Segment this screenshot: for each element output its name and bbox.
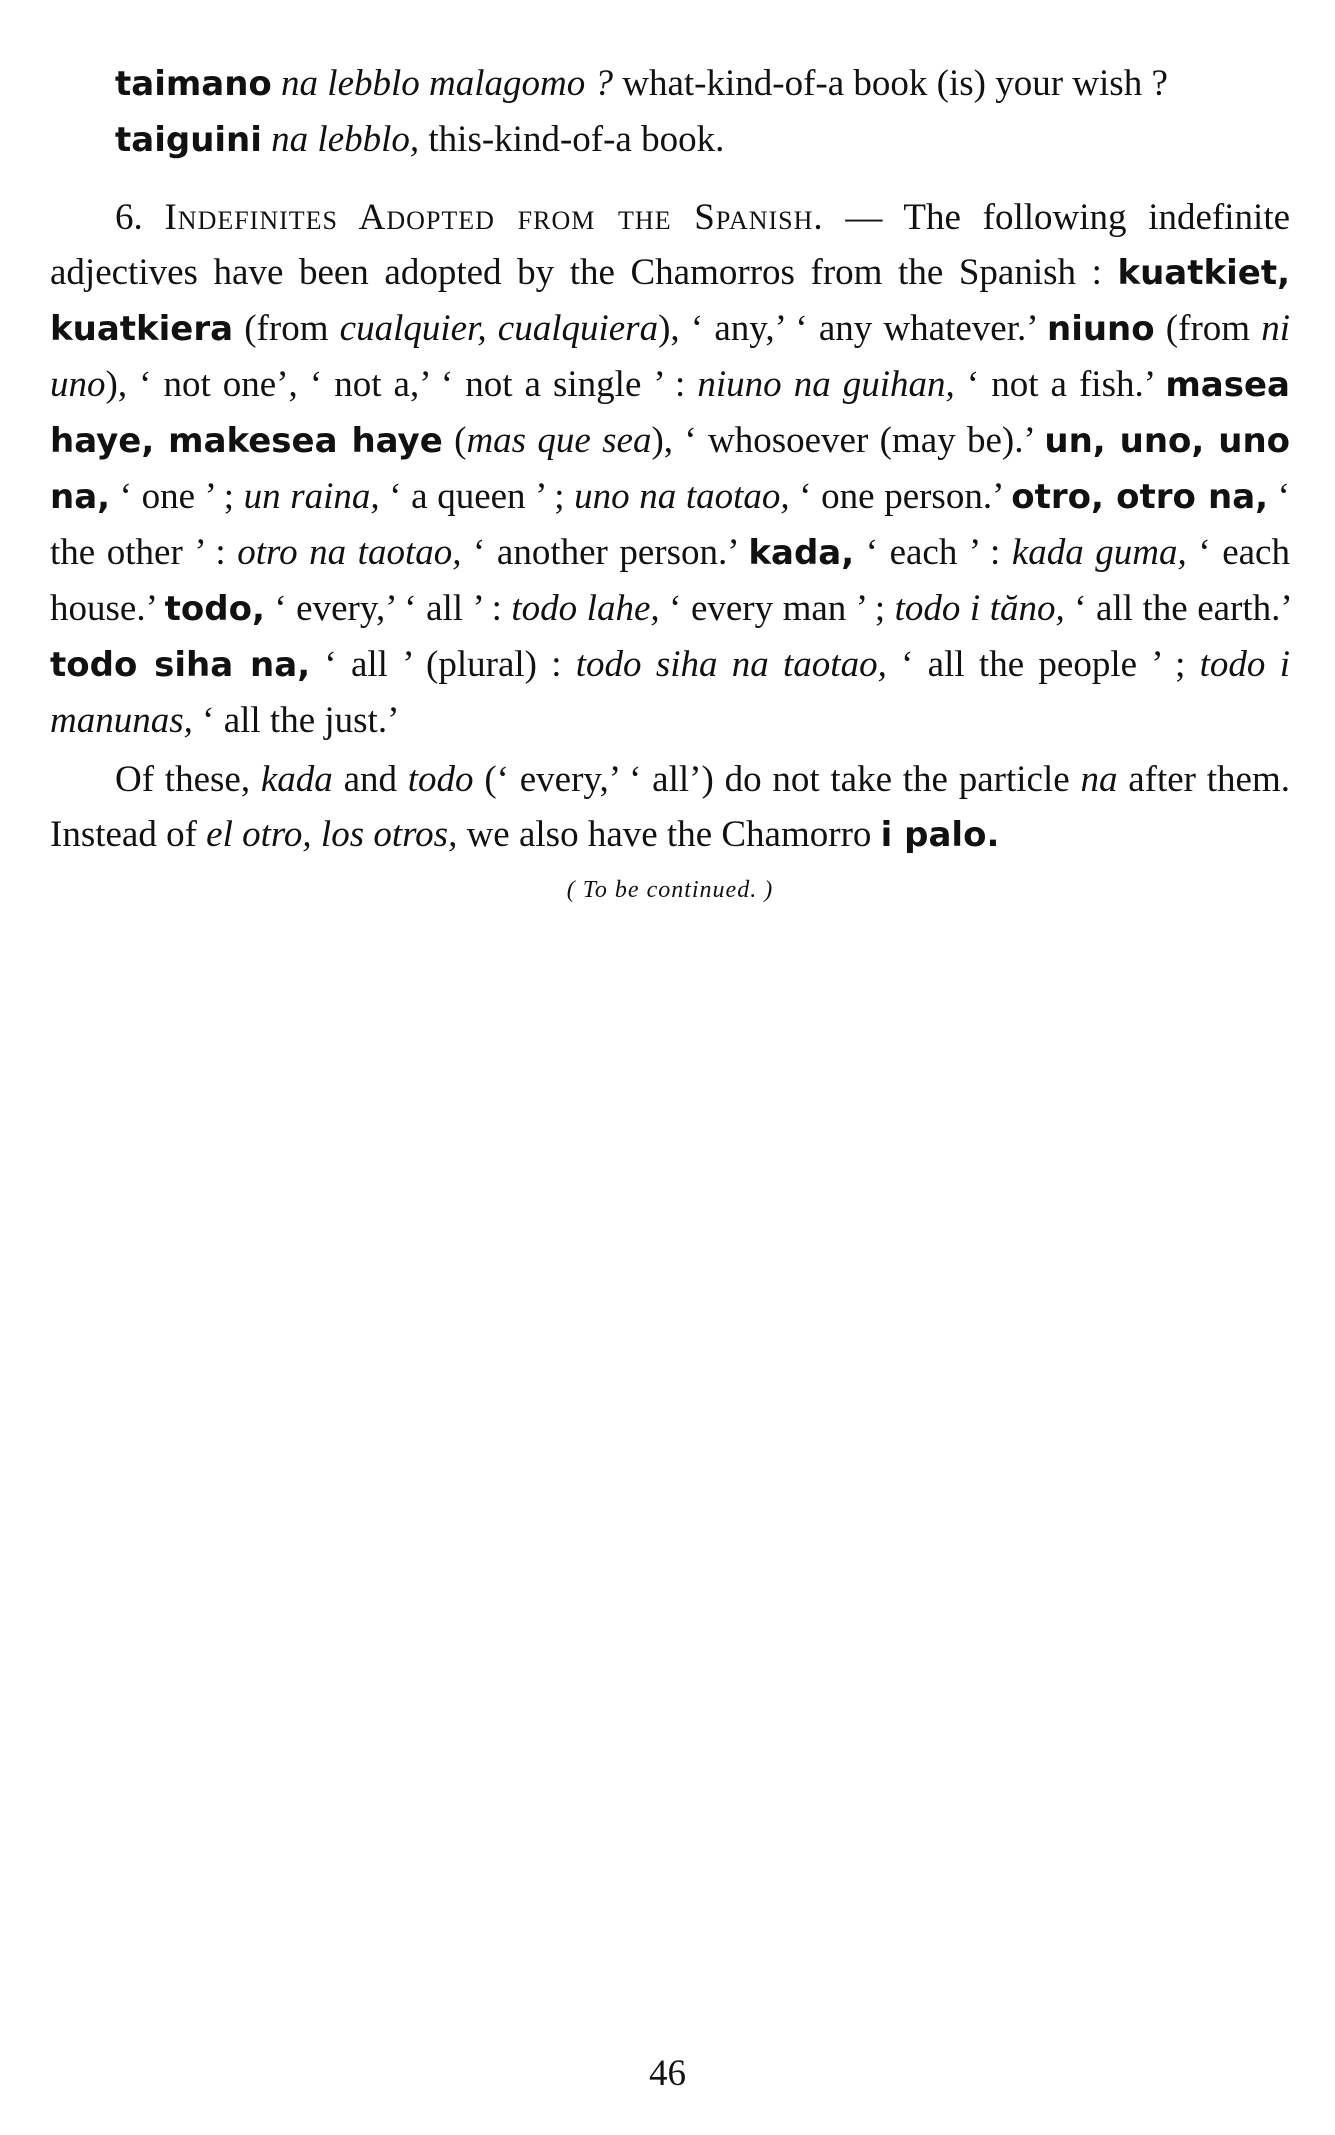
text-run: ‘ all ’ (plural) :: [310, 644, 576, 685]
term-otro: otro, otro na,: [1011, 477, 1269, 517]
text-run: ), ‘ any,’ ‘ any whatever.’: [658, 308, 1047, 349]
english-gloss: this-kind-of-a book.: [428, 119, 725, 160]
closing-paragraph: [50, 752, 1290, 863]
english-gloss: what-kind-of-a book (is) your wish ?: [622, 63, 1168, 104]
text-run: and: [332, 759, 408, 800]
text-run: Of these,: [115, 759, 261, 800]
text-run: ‘ the other ’ :: [50, 476, 1290, 573]
term-todo: todo,: [164, 589, 265, 629]
section-number: 6.: [115, 197, 143, 238]
page-body: [50, 56, 1290, 942]
example-niuno-na-guihan: niuno na guihan,: [697, 364, 955, 405]
text-run: (: [442, 420, 467, 461]
example-kada-guma: kada guma,: [1011, 532, 1187, 573]
text-run: we also have the Chamorro: [457, 814, 881, 855]
term-todo-siha-na: todo siha na,: [50, 645, 311, 685]
chamorro-term: taimano: [115, 64, 272, 104]
text-run: ‘ another person.’: [461, 532, 749, 573]
word-na: na: [1080, 759, 1118, 800]
example-todo-i-manunas: todo i manunas,: [50, 644, 1290, 741]
example-un-raina: un raina,: [243, 476, 380, 517]
term-kada: kada,: [748, 533, 855, 573]
text-run: after them. Instead of: [50, 759, 1290, 855]
text-run: (‘ every,’ ‘ all’) do not take the particle: [473, 759, 1081, 800]
text-run: ‘ a queen ’ ;: [379, 476, 575, 517]
term-kuatkiet: kuatkiet, kuatkiera: [50, 253, 1290, 349]
text-run: ), ‘ whosoever (may be).’: [651, 420, 1045, 461]
text-run: ‘ all the people ’ ;: [886, 644, 1200, 685]
example-otro-na-taotao: otro na taotao,: [237, 532, 462, 573]
term-masea-haye: masea haye, makesea haye: [50, 365, 1290, 461]
text-run: ‘ every,’ ‘ all ’ :: [264, 588, 512, 629]
chamorro-phrase: na lebblo malagomo ?: [281, 63, 613, 104]
text-run: ‘ every man ’ ;: [659, 588, 895, 629]
spanish-cualquier: cualquier, cualquiera: [339, 308, 659, 349]
section-6-paragraph: [50, 190, 1290, 748]
example-todo-siha-na-taotao: todo siha na taotao,: [575, 644, 887, 685]
text-run: (from: [1154, 308, 1262, 349]
spanish-ni-uno: ni uno: [50, 308, 1290, 405]
example-todo-lahe: todo lahe,: [511, 588, 660, 629]
example-line-taiguini: [115, 112, 1290, 168]
text-run: ‘ not a fish.’: [954, 364, 1166, 405]
text-run: ‘ each house.’: [50, 532, 1290, 629]
text-run: ‘ all the earth.’: [1064, 588, 1290, 629]
example-line-taimano: [115, 56, 1290, 112]
text-run: ), ‘ not one’, ‘ not a,’ ‘ not a single ’ :: [105, 364, 698, 405]
word-todo: todo: [407, 759, 474, 800]
text-run: ‘ one ’ ;: [110, 476, 244, 517]
text-run: The following indefinite adjectives have been adopted by the Chamorros from the Spanish :: [50, 197, 1291, 293]
section-heading: Indefinites Adopted from the Spanish.: [164, 197, 824, 238]
example-todo-i-tano: todo i tăno,: [894, 588, 1065, 629]
spanish-el-otro: el otro, los otros,: [206, 814, 458, 855]
text-run: ‘ all the just.’: [192, 700, 400, 741]
example-uno-na-taotao: uno na taotao,: [574, 476, 790, 517]
text-run: (from: [233, 308, 340, 349]
page-number: 46: [649, 2053, 686, 2094]
word-kada: kada: [260, 759, 333, 800]
em-dash: —: [845, 197, 883, 238]
chamorro-phrase: na lebblo,: [271, 119, 420, 160]
term-un-uno: un, uno, uno na,: [50, 421, 1291, 517]
term-i-palo: i palo.: [880, 815, 1000, 855]
chamorro-term: taiguini: [115, 120, 262, 160]
text-run: ‘ one person.’: [789, 476, 1012, 517]
term-niuno: niuno: [1046, 309, 1155, 349]
to-be-continued-note: ( To be continued. ): [566, 877, 774, 903]
text-run: ‘ each ’ :: [854, 532, 1012, 573]
spanish-mas-que-sea: mas que sea: [466, 420, 652, 461]
